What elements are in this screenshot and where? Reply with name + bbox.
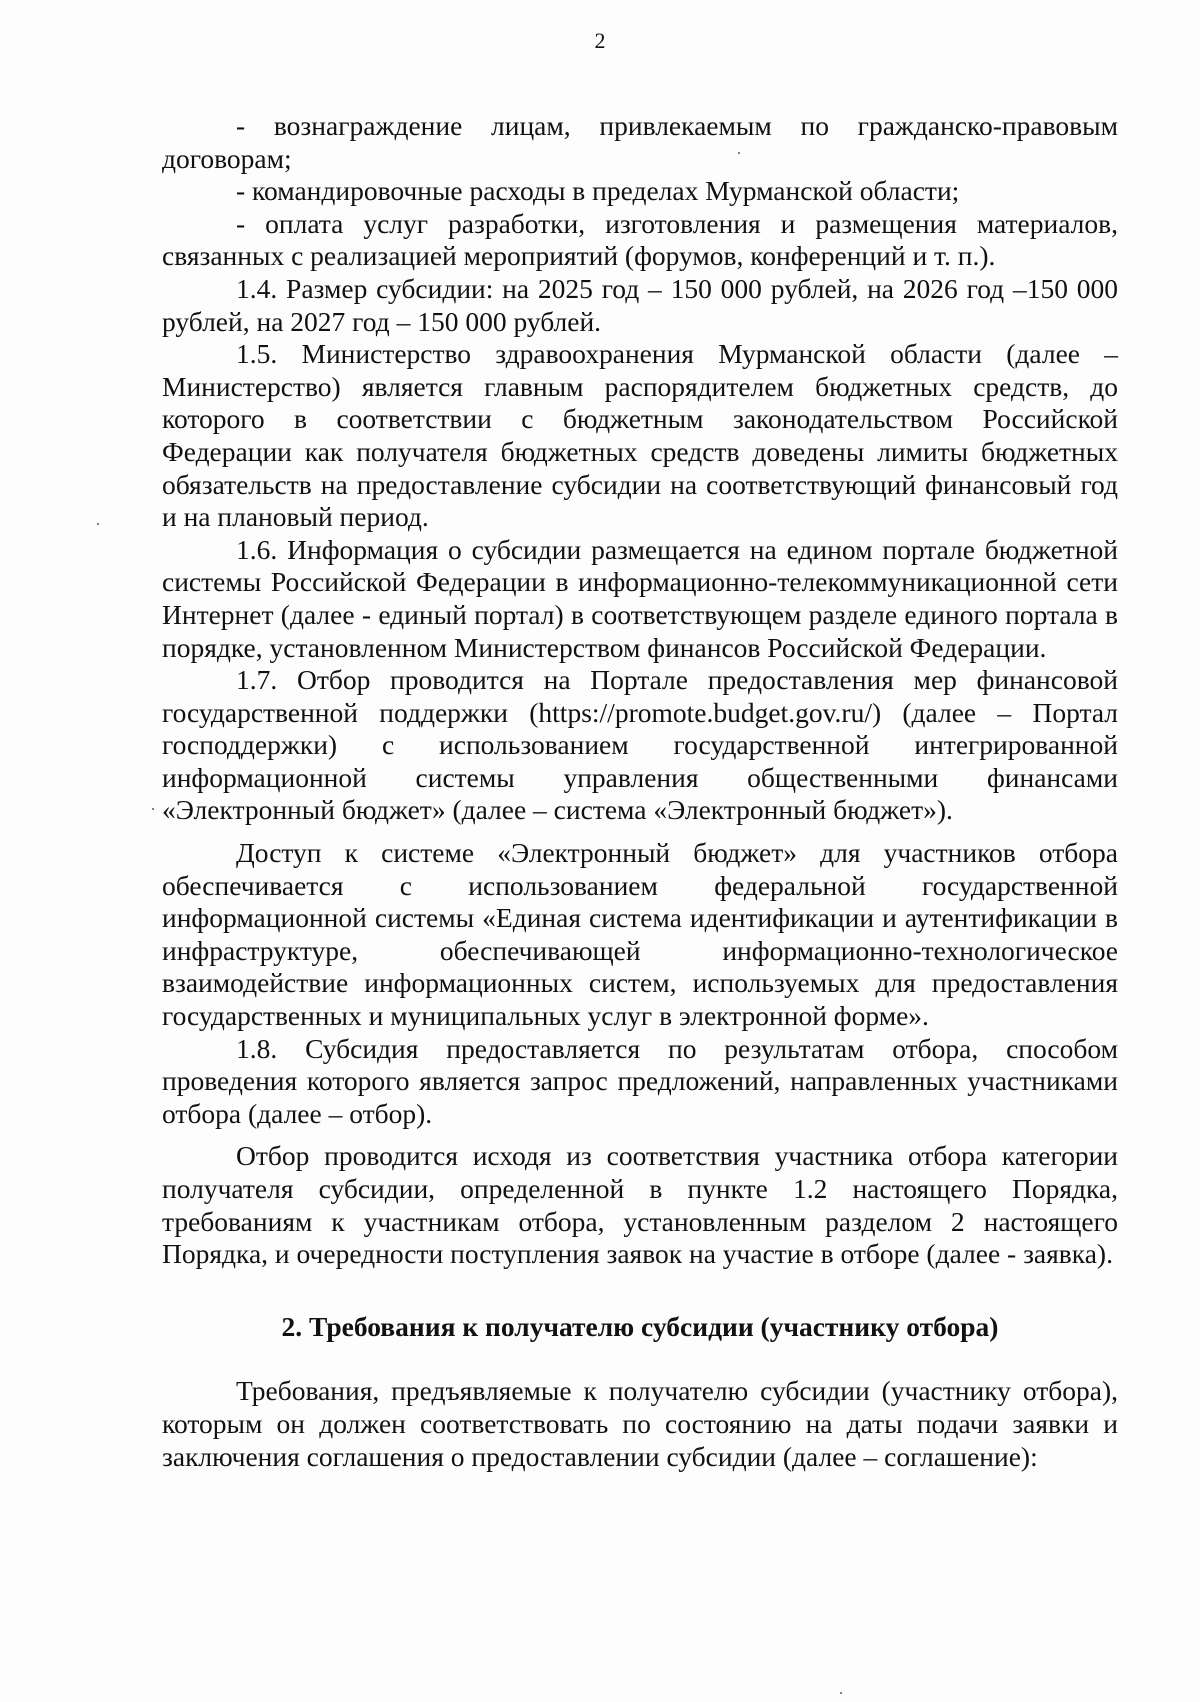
page-number: 2 [594,28,606,53]
paragraph-access: Доступ к системе «Электронный бюджет» для участников отбора обеспечивается с использованием федеральной государственной информационной системы «Единая система идентификации и аутентификации в инфраструктуре, обеспечивающей информационно-технологическое взаимодействие информационных систем, используемых для предоставления государственных и муниципальных услуг в электронной форме». [162,837,1118,1032]
paragraph-selection: Отбор проводится исходя из соответствия участника отбора категории получателя субсидии, определенной в пункте 1.2 настоящего Порядка, требованиям к участникам отбора, установленным разделом 2 настоящего Порядка, и очередности поступления заявок на участие в отборе (далее - заявка). [162,1140,1118,1270]
paragraph-1-7: 1.7. Отбор проводится на Портале предоставления мер финансовой государственной поддержки (https://promote.budget.gov.ru/) (далее – Портал господдержки) с использованием государственной интегрированной информационной системы управления общественными финансами «Электронный бюджет» (далее – система «Электронный бюджет»). [162,664,1118,826]
paragraph-reward: - вознаграждение лицам, привлекаемым по гражданско-правовым договорам; [162,110,1118,174]
paragraph-requirements: Требования, предъявляемые к получателю субсидии (участнику отбора), которым он должен соответствовать по состоянию на даты подачи заявки и заключения соглашения о предоставлении субсидии (далее – соглашение): [162,1375,1118,1472]
paragraph-1-6: 1.6. Информация о субсидии размещается на едином портале бюджетной системы Российской Федерации в информационно-телекоммуникационной сети Интернет (далее - единый портал) в соответствующем разделе единого портала в порядке, установленном Министерством финансов Российской Федерации. [162,533,1118,663]
scan-speck [840,1692,842,1694]
paragraph-materials: - оплата услуг разработки, изготовления и размещения материалов, связанных с реализацией мероприятий (форумов, конференций и т. п.). [162,207,1118,272]
paragraph-1-4: 1.4. Размер субсидии: на 2025 год – 150 000 рублей, на 2026 год –150 000 рублей, на 2027 год – 150 000 рублей. [162,272,1118,337]
scan-speck [97,523,99,525]
paragraph-1-8: 1.8. Субсидия предоставляется по результатам отбора, способом проведения которого является запрос предложений, направленных участниками отбора (далее – отбор). [162,1032,1118,1129]
paragraph-travel-expenses: - командировочные расходы в пределах Мурманской области; [236,175,960,207]
paragraph-1-5: 1.5. Министерство здравоохранения Мурманской области (далее – Министерство) является главным распорядителем бюджетных средств, до которого в соответствии с бюджетным законодательством Российской Федерации как получателя бюджетных средств доведены лимиты бюджетных обязательств на предоставление субсидии на соответствующий финансовый год и на плановый период. [162,338,1118,533]
document-body [162,110,1118,1473]
scan-speck [152,808,154,810]
section-2-heading: 2. Требования к получателю субсидии (участнику отбора) [281,1310,999,1342]
